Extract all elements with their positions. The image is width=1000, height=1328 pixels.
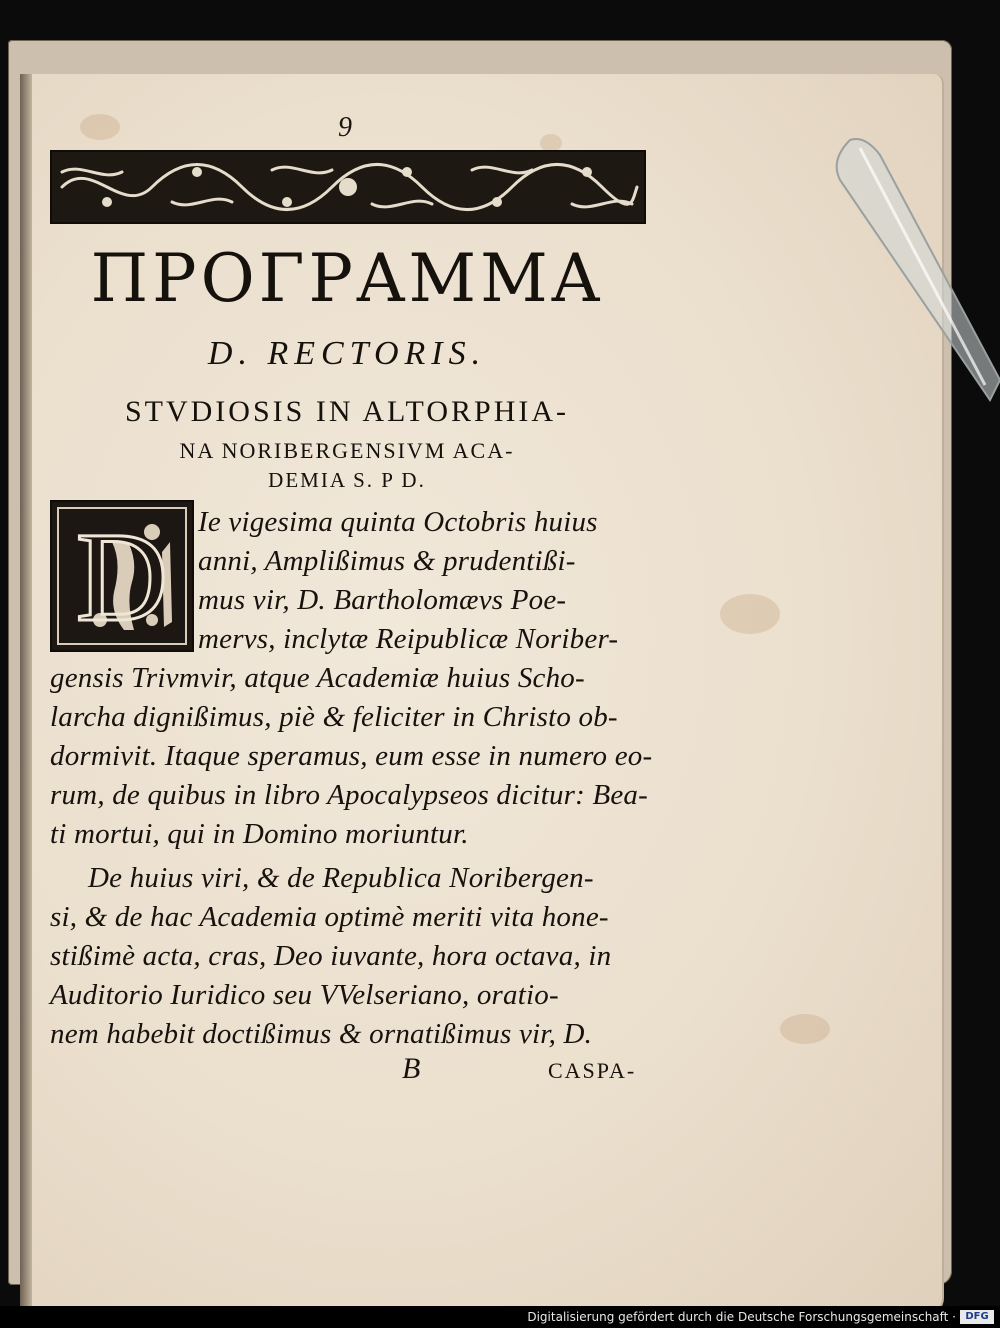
page-gutter <box>20 74 32 1314</box>
program-title: ΠΡΟΓΡΑΜΜΑ <box>90 240 604 317</box>
text-line: larcha dignißimus, piè & feliciter in Christo ob- <box>50 701 618 733</box>
foxing-spot <box>780 1014 830 1044</box>
foxing-spot <box>80 114 120 140</box>
ornamental-headpiece <box>50 150 646 224</box>
signature-mark: B <box>402 1052 421 1085</box>
page-number: 9 <box>338 112 352 143</box>
text-line: rum, de quibus in libro Apocalypseos dicitur: Bea- <box>50 779 648 811</box>
catchword: CASPA- <box>548 1058 637 1083</box>
text-line: mervs, inclytæ Reipublicæ Noriber- <box>198 623 619 655</box>
glass-page-weight <box>820 130 1000 410</box>
text-line: si, & de hac Academia optimè meriti vita hone- <box>50 901 609 933</box>
text-line: Ie vigesima quinta Octobris huius <box>198 506 598 538</box>
text-line: anni, Amplißimus & prudentißi- <box>198 545 576 577</box>
decorated-initial-d <box>50 500 194 652</box>
salutation-line: STVDIOSIS IN ALTORPHIA- <box>124 395 570 428</box>
text-line: De huius viri, & de Republica Noribergen- <box>88 862 594 894</box>
text-line: gensis Trivmvir, atque Academiæ huius Scho- <box>50 662 585 694</box>
text-line: nem habebit doctißimus & ornatißimus vir, D. <box>50 1018 593 1050</box>
funding-credit: Digitalisierung gefördert durch die Deutsche Forschungsgemeinschaft · <box>527 1310 956 1324</box>
footer-bar <box>0 1306 1000 1328</box>
text-line: stißimè acta, cras, Deo iuvante, hora octava, in <box>50 940 612 972</box>
rector-subtitle: D. RECTORIS. <box>207 335 487 372</box>
text-line: Auditorio Iuridico seu VVelseriano, oratio- <box>50 979 559 1011</box>
foxing-spot <box>720 594 780 634</box>
initial-letter: D <box>75 506 169 648</box>
salutation-line: DEMIA S. P D. <box>268 468 426 492</box>
text-line: ti mortui, qui in Domino moriuntur. <box>50 818 469 850</box>
text-line: mus vir, D. Bartholomævs Poe- <box>198 584 567 616</box>
dfg-logo: DFG <box>960 1310 994 1324</box>
text-line: dormivit. Itaque speramus, eum esse in numero eo- <box>50 740 653 772</box>
salutation-line: NA NORIBERGENSIVM ACA- <box>179 438 515 463</box>
